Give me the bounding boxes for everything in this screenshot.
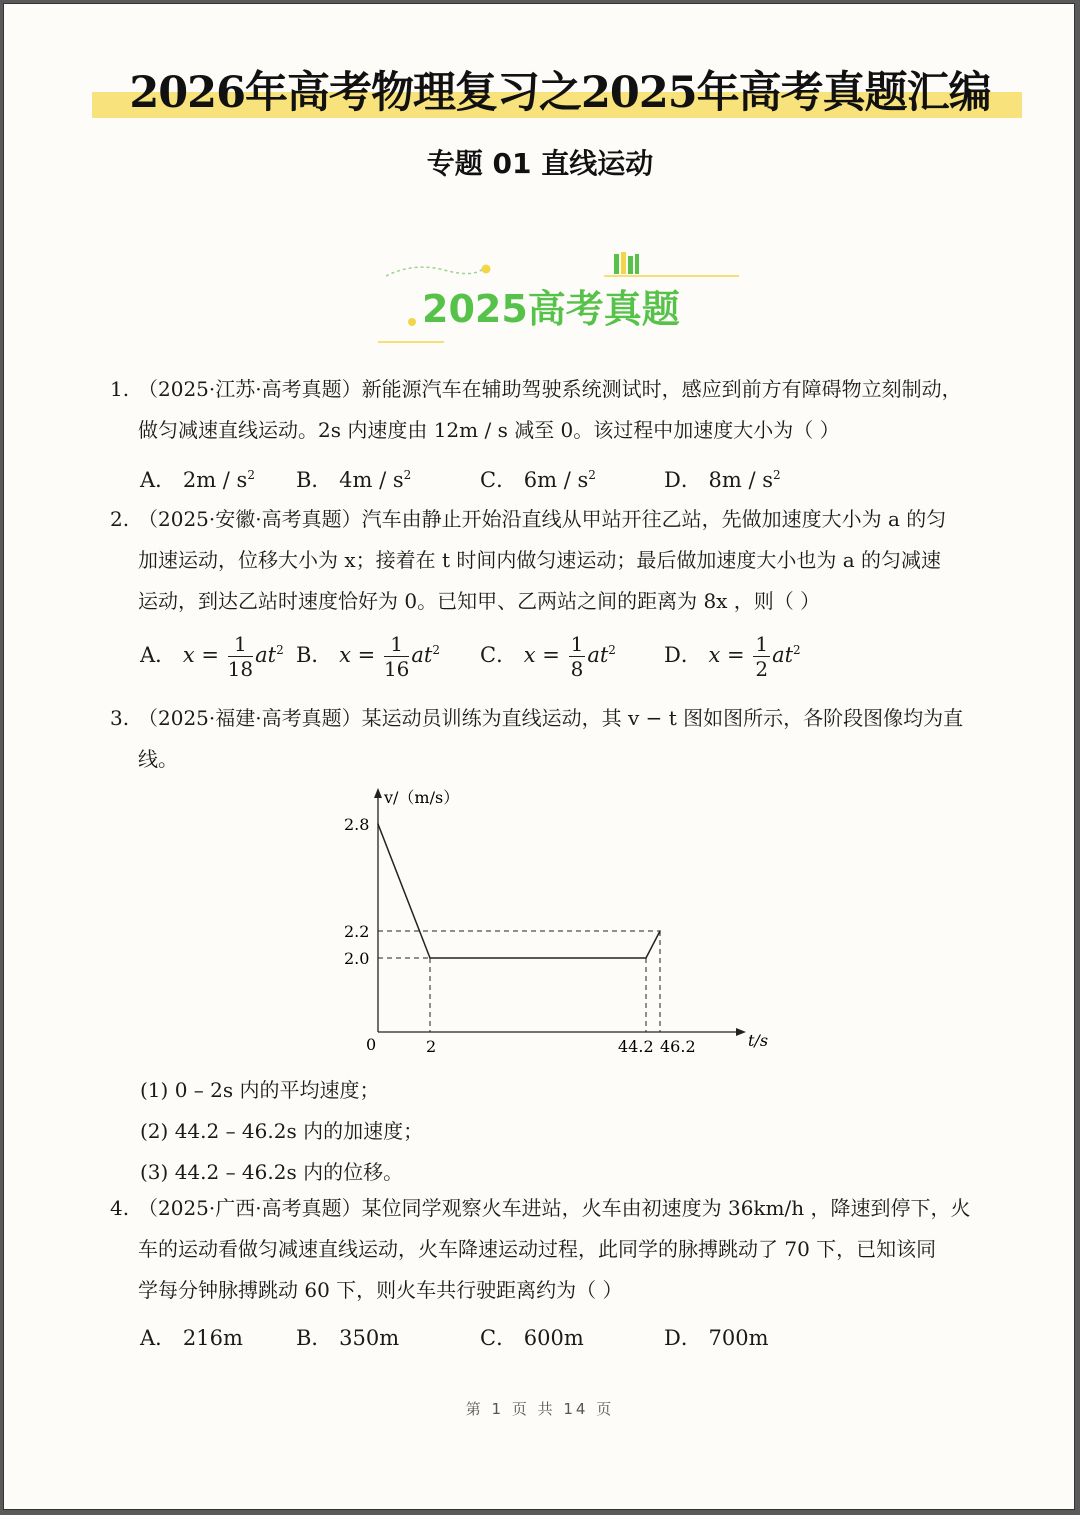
question-number: 4. xyxy=(110,1196,130,1220)
option-c: C． x = $\frac{1}{8}$ $at^2$ xyxy=(480,632,616,681)
data-point-1 xyxy=(429,957,431,959)
page-footer: 第 1 页 共 14 页 xyxy=(465,1400,615,1418)
question-text: （2025·福建·高考真题）某运动员训练为直线运动，其 v − t 图如图所示，各阶段图像均为直 xyxy=(138,706,964,730)
option-c: C． 600m xyxy=(480,1326,584,1350)
subquestion-1: (1) 0 – 2s 内的平均速度； xyxy=(140,1078,380,1102)
option-a: A． $2m / s^2$ xyxy=(140,468,255,492)
y-axis-label: v/（m/s） xyxy=(384,788,460,807)
subquestion-3: (3) 44.2 – 46.2s 内的位移。 xyxy=(140,1160,404,1184)
question-text: 运动，到达乙站时速度恰好为 0。已知甲、乙两站之间的距离为 8x ，则（ ） xyxy=(138,589,821,613)
question-text: 做匀减速直线运动。2s 内速度由 12m / s 减至 0。该过程中加速度大小为（ ） xyxy=(138,418,840,442)
question-text: 线。 xyxy=(138,747,178,771)
question-text: 加速运动，位移大小为 x；接着在 t 时间内做匀速运动；最后做加速度大小也为 a 的匀减速 xyxy=(138,548,942,572)
document-page xyxy=(3,3,1075,1510)
question-number: 2. xyxy=(110,507,130,531)
topic-subtitle: 专题 01 直线运动 xyxy=(426,147,654,180)
main-title: 2026年高考物理复习之2025年高考真题汇编 xyxy=(129,68,991,118)
x-axis-label: t/s xyxy=(748,1031,769,1050)
banner xyxy=(374,244,744,354)
question-number: 3. xyxy=(110,706,130,730)
x-axis-arrow xyxy=(736,1028,746,1036)
option-c: C． $6m / s^2$ xyxy=(480,468,596,492)
vt-graph-svg xyxy=(334,784,794,1064)
vt-graph xyxy=(334,784,794,1064)
y-axis-arrow xyxy=(374,788,382,798)
origin-label: 0 xyxy=(366,1035,377,1054)
question-text: （2025·江苏·高考真题）新能源汽车在辅助驾驶系统测试时，感应到前方有障碍物立刻制动， xyxy=(138,377,962,401)
option-b: B． $4m / s^2$ xyxy=(296,468,412,492)
option-d: D． $8m / s^2$ xyxy=(664,468,781,492)
data-point-3 xyxy=(659,930,661,932)
option-d: D． x = $\frac{1}{2}$ $at^2$ xyxy=(664,632,801,681)
option-d: D． 700m xyxy=(664,1326,769,1350)
question-text: 学每分钟脉搏跳动 60 下，则火车共行驶距离约为（ ） xyxy=(138,1278,623,1302)
question-text: （2025·安徽·高考真题）汽车由静止开始沿直线从甲站开往乙站，先做加速度大小为 a 的匀 xyxy=(138,507,947,531)
x-tick-label: 46.2 xyxy=(660,1037,696,1056)
x-tick-label: 2 xyxy=(426,1037,437,1056)
option-a: A． x = $\frac{1}{18}$ $at^2$ xyxy=(140,632,284,681)
y-tick-label: 2.2 xyxy=(344,922,370,941)
option-b: B． 350m xyxy=(296,1326,400,1350)
data-point-2 xyxy=(645,957,647,959)
option-a: A． 216m xyxy=(140,1326,243,1350)
banner-title: 2025高考真题 xyxy=(422,287,680,331)
data-point-0 xyxy=(377,823,379,825)
question-number: 1. xyxy=(110,377,130,401)
series-line xyxy=(378,824,660,958)
x-tick-label: 44.2 xyxy=(618,1037,654,1056)
y-tick-label: 2.0 xyxy=(344,949,370,968)
subquestion-2: (2) 44.2 – 46.2s 内的加速度； xyxy=(140,1119,424,1143)
question-text: 车的运动看做匀减速直线运动，火车降速运动过程，此同学的脉搏跳动了 70 下，已知该同 xyxy=(138,1237,937,1261)
question-text: （2025·广西·高考真题）某位同学观察火车进站，火车由初速度为 36km/h ，降速到停下，火 xyxy=(138,1196,971,1220)
option-b: B． x = $\frac{1}{16}$ $at^2$ xyxy=(296,632,440,681)
y-tick-label: 2.8 xyxy=(344,815,370,834)
main-title-block xyxy=(90,62,1030,126)
